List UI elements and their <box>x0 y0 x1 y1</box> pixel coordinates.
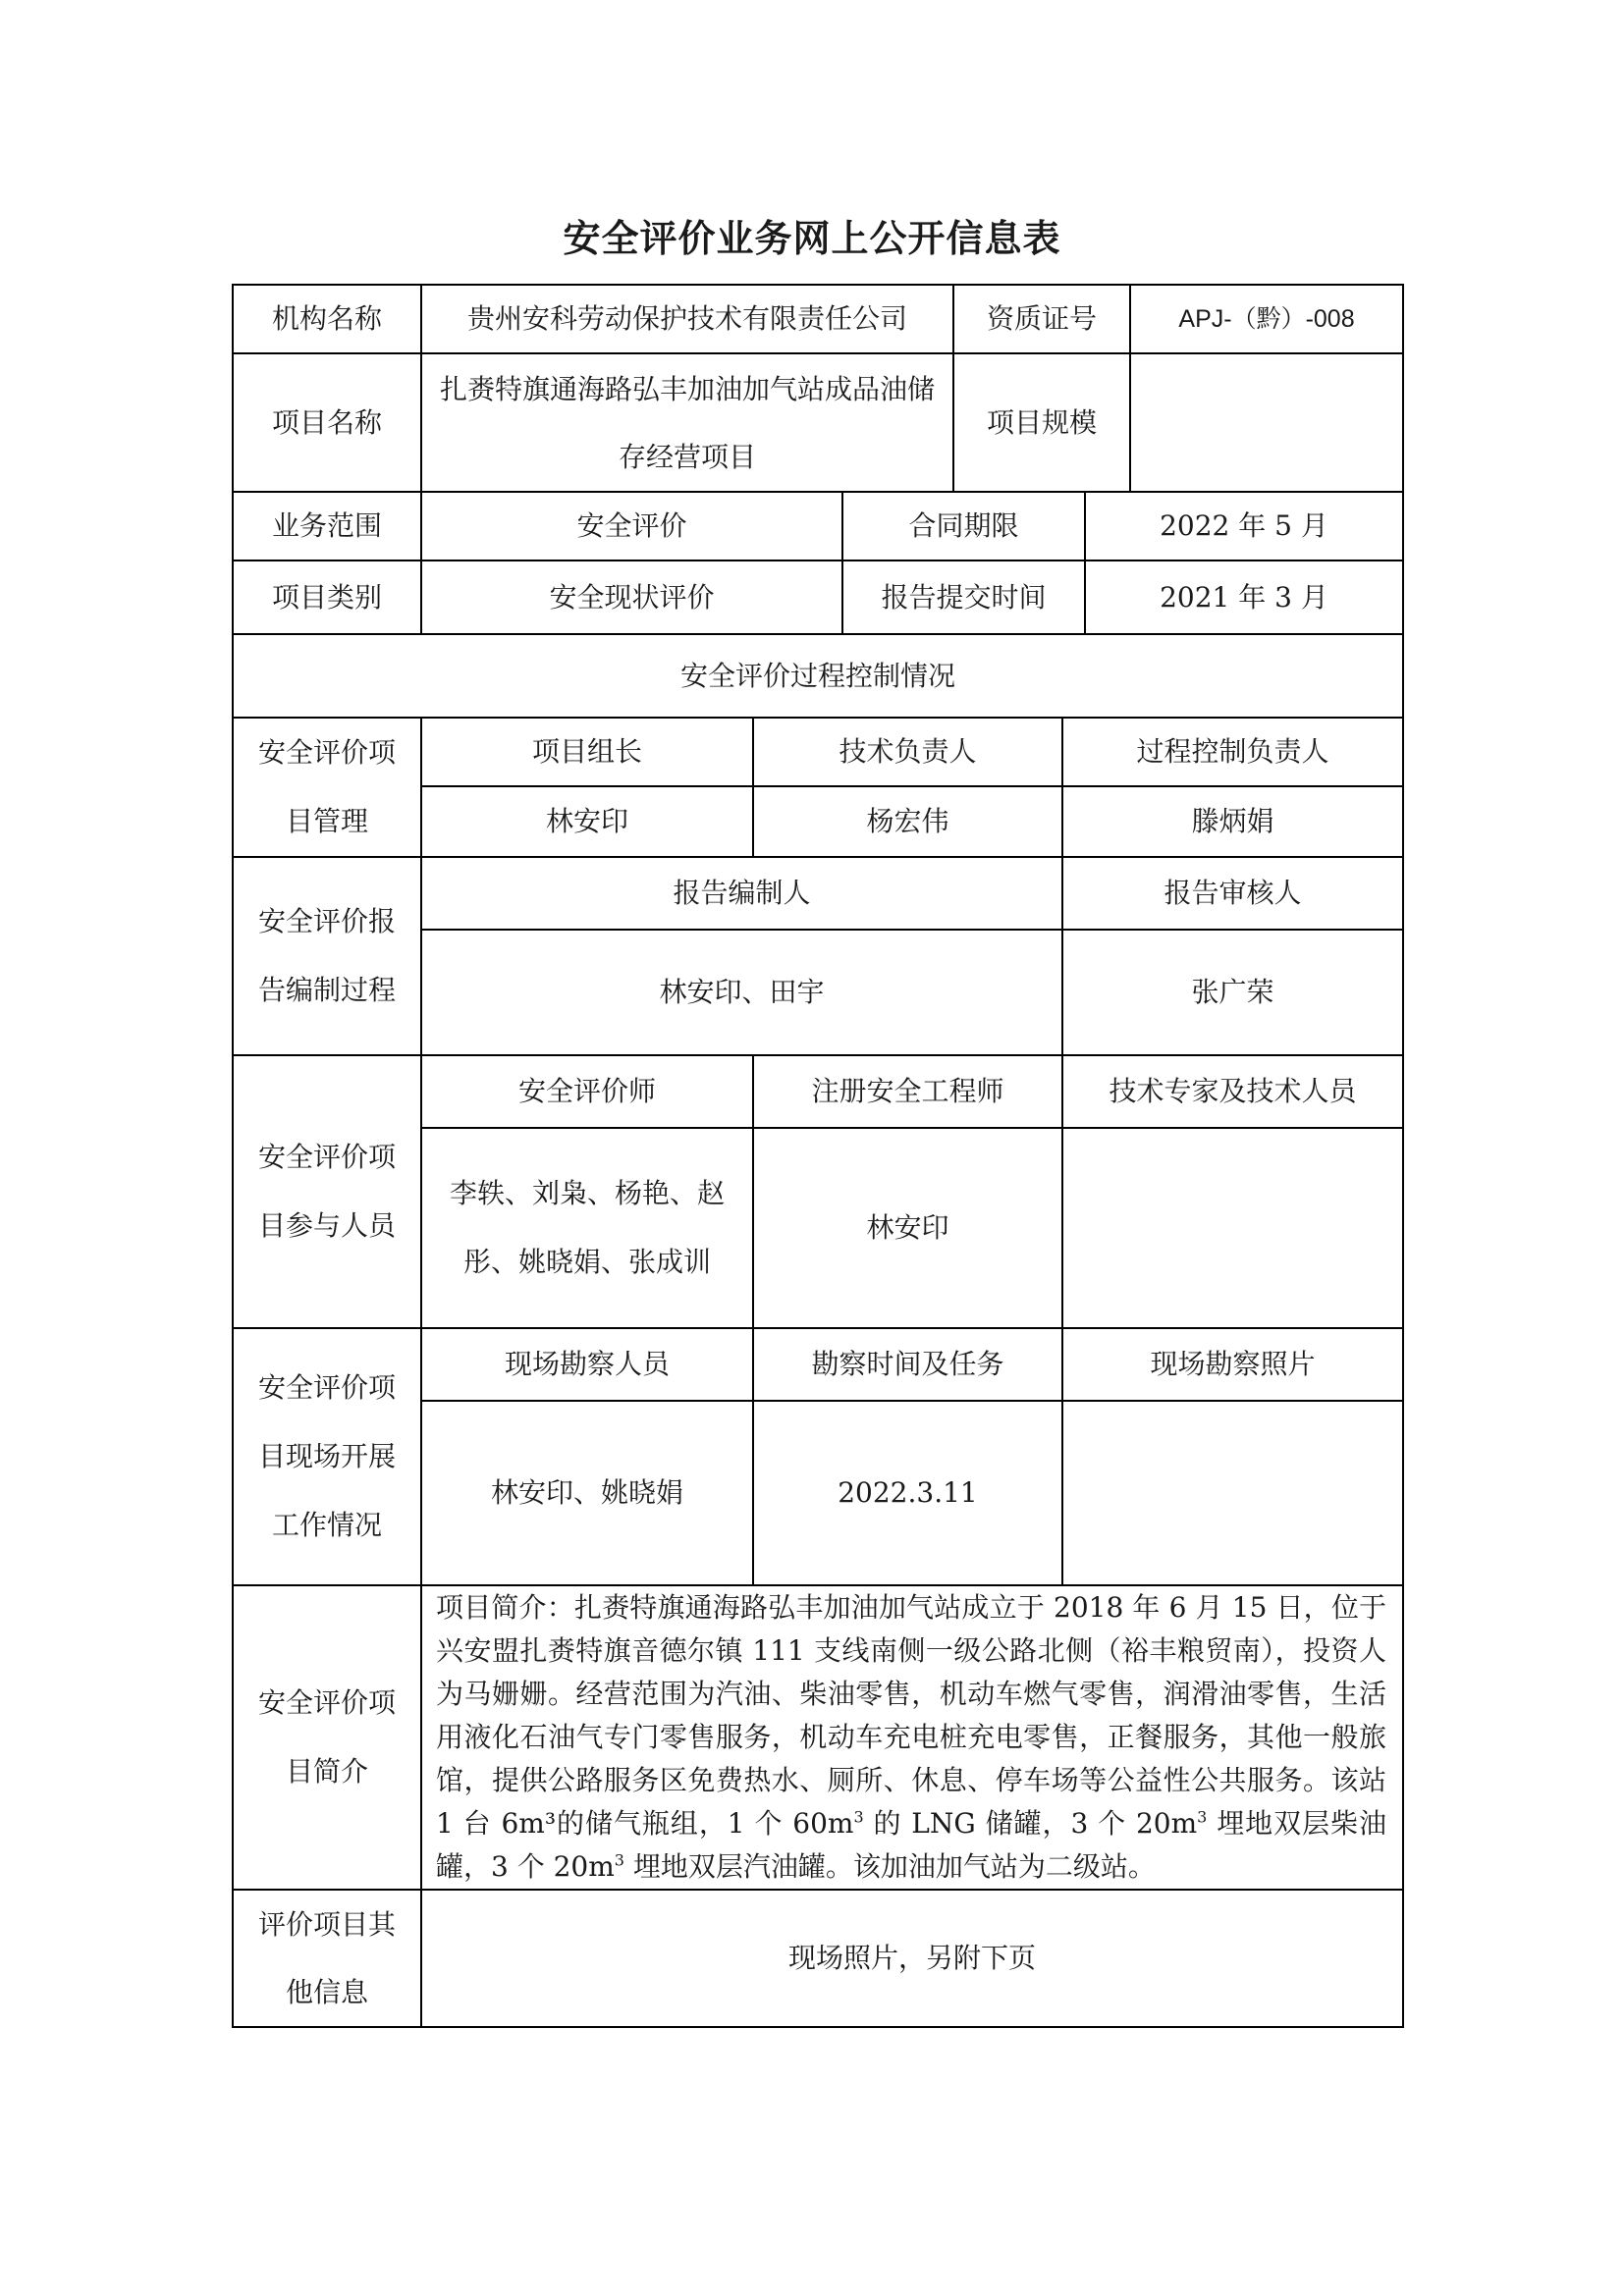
process-header: 安全评价过程控制情况 <box>679 659 955 692</box>
project-scale-value <box>1131 354 1402 491</box>
management-col-2: 过程控制负责人 <box>1136 735 1329 768</box>
intro-text-tanks-1: 该站 1 台 6m³的储气瓶组，1 个 60m <box>436 1764 1386 1840</box>
site-label <box>234 1329 420 1584</box>
site-col-2: 现场勘察照片 <box>1150 1348 1316 1380</box>
other-value: 现场照片，另附下页 <box>787 1942 1036 1974</box>
project-name-text: 扎赉特旗通海路弘丰加油加气站成品油储存经营项目 <box>439 372 935 473</box>
intro-text <box>436 1586 1386 1889</box>
management-val-2: 滕炳娟 <box>1191 805 1274 837</box>
participants-val-0 <box>422 1129 752 1327</box>
contract-label: 合同期限 <box>908 509 1019 542</box>
intro-text-tanks-3: 埋地双层柴油罐，3 个 20m <box>436 1807 1386 1883</box>
report-label-text: 安全评价报告编制过程 <box>257 905 396 1006</box>
scope-value: 安全评价 <box>576 509 687 542</box>
participants-val-0-text: 李轶、刘枭、杨艳、赵彤、姚晓娟、张成训 <box>449 1177 725 1278</box>
site-val-0: 林安印、姚晓娟 <box>490 1476 683 1509</box>
site-val-2 <box>1063 1402 1402 1584</box>
cert-value: APJ-（黔）-008 <box>1178 305 1355 333</box>
intro-text-tanks-2: 的 LNG 储罐，3 个 20m <box>863 1807 1198 1840</box>
site-col-1: 勘察时间及任务 <box>811 1348 1004 1380</box>
intro-label <box>234 1586 420 1889</box>
intro-text-main: 项目简介：扎赉特旗通海路弘丰加油加气站成立于 2018 年 6 月 15 日，位于兴安盟扎赉特旗音德尔镇 111 支线南侧一级公路北侧（裕丰粮贸南），投资人为马姗姗。经营范围为汽油、柴油零售，机动车燃气零售，润滑油零售，生活用液化石油气专门零售服务，机动车充电桩充电零售，正餐服务，其他一般旅馆，提供公路服务区免费热水、厕所、休息、停车场等公益性公共服务。 <box>436 1591 1386 1796</box>
page-title: 安全评价业务网上公开信息表 <box>563 217 1061 260</box>
table-border-right <box>1402 284 1404 2028</box>
participants-val-2 <box>1063 1129 1402 1327</box>
other-label-text: 评价项目其他信息 <box>257 1908 396 2008</box>
intro-text-tanks-4: 埋地双层汽油罐。该加油加气站为二级站。 <box>623 1850 1156 1883</box>
site-val-1: 2022.3.11 <box>838 1476 978 1509</box>
report-col-1: 报告审核人 <box>1164 877 1302 909</box>
project-scale-label: 项目规模 <box>986 405 1097 439</box>
intro-label-text: 安全评价项目简介 <box>257 1686 396 1788</box>
superscript-3: 3 <box>853 1807 864 1827</box>
management-label-text: 安全评价项目管理 <box>257 736 396 837</box>
report-val-1: 张广荣 <box>1191 976 1274 1008</box>
management-val-1: 杨宏伟 <box>866 805 949 837</box>
superscript-3: 3 <box>1197 1807 1208 1827</box>
org-name-value: 贵州安科劳动保护技术有限责任公司 <box>466 302 907 335</box>
project-name-value <box>432 354 943 491</box>
site-label-text: 安全评价项目现场开展工作情况 <box>257 1371 396 1541</box>
management-label <box>234 719 420 856</box>
cert-label: 资质证号 <box>986 302 1097 335</box>
category-label: 项目类别 <box>271 580 382 614</box>
management-col-1: 技术负责人 <box>839 735 977 768</box>
project-name-label: 项目名称 <box>271 405 382 439</box>
participants-col-0: 安全评价师 <box>517 1075 656 1107</box>
participants-col-1: 注册安全工程师 <box>811 1075 1004 1107</box>
report-label <box>234 858 420 1054</box>
participants-col-2: 技术专家及技术人员 <box>1109 1075 1357 1107</box>
report-time-value: 2021 年 3 月 <box>1160 580 1328 614</box>
participants-val-1: 林安印 <box>866 1211 949 1244</box>
management-col-0: 项目组长 <box>531 735 642 768</box>
org-name-label: 机构名称 <box>271 302 382 335</box>
category-value: 安全现状评价 <box>549 580 715 614</box>
scope-label: 业务范围 <box>271 509 382 542</box>
superscript-3: 3 <box>614 1850 624 1870</box>
report-col-0: 报告编制人 <box>673 877 811 909</box>
site-col-0: 现场勘察人员 <box>504 1348 670 1380</box>
participants-label <box>234 1056 420 1327</box>
management-val-0: 林安印 <box>545 805 628 837</box>
report-time-label: 报告提交时间 <box>881 580 1047 614</box>
table-border-bottom <box>232 2026 1404 2028</box>
report-val-0: 林安印、田宇 <box>659 976 825 1008</box>
contract-value: 2022 年 5 月 <box>1160 509 1328 542</box>
other-label <box>234 1891 420 2026</box>
participants-label-text: 安全评价项目参与人员 <box>257 1141 396 1242</box>
